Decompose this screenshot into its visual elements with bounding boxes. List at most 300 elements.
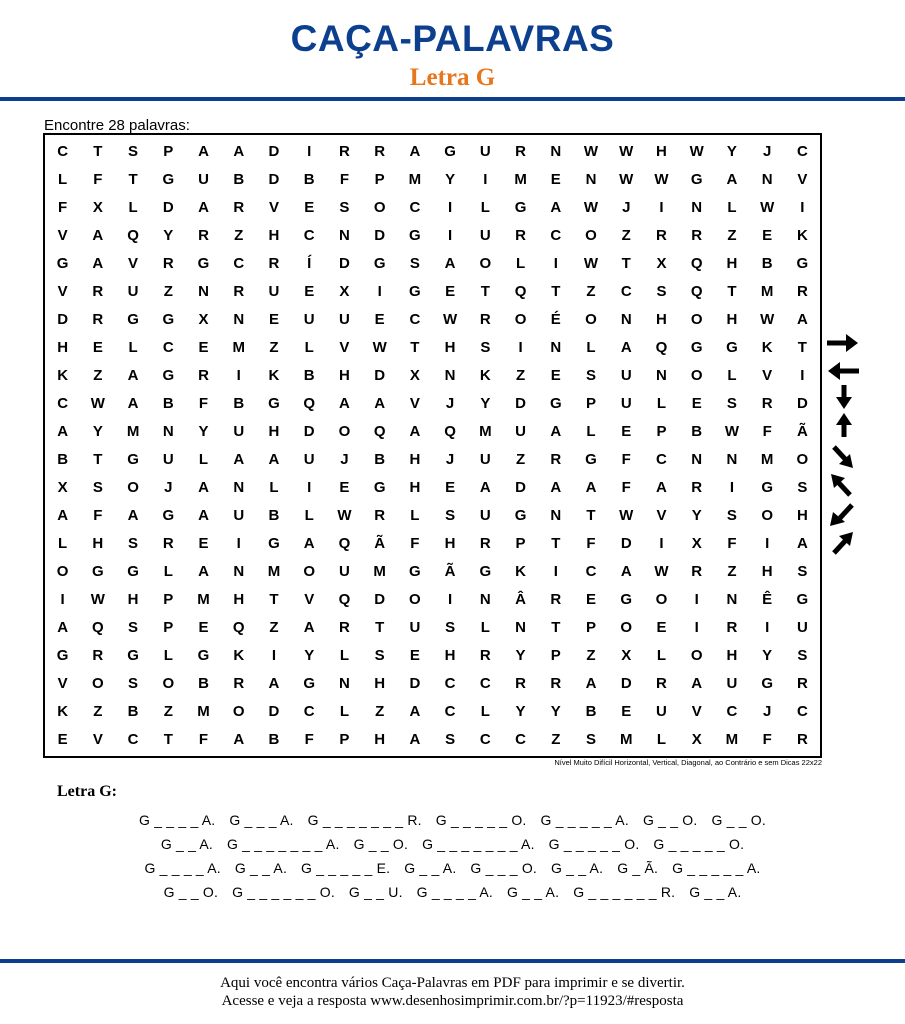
grid-cell: R <box>233 675 245 693</box>
grid-cell: O <box>232 703 245 721</box>
grid-cell: T <box>621 254 631 272</box>
grid-cell: M <box>408 170 422 188</box>
grid-cell: C <box>726 703 738 721</box>
grid-cell: E <box>304 282 315 300</box>
grid-cell: E <box>198 338 209 356</box>
grid-cell: D <box>796 394 808 412</box>
grid-cell: B <box>761 254 773 272</box>
grid-cell: L <box>128 338 138 356</box>
grid-cell: G <box>409 563 421 581</box>
grid-cell: R <box>550 451 562 468</box>
grid-cell: X <box>691 535 702 553</box>
grid-cell: L <box>163 563 173 581</box>
grid-cell: C <box>303 703 315 721</box>
grid-cell: Y <box>304 647 315 665</box>
grid-cell: R <box>796 731 808 749</box>
grid-cell: A <box>233 731 245 749</box>
arrow-right-icon <box>824 330 862 356</box>
grid-cell: V <box>304 591 315 609</box>
grid-cell: L <box>304 338 314 356</box>
grid-cell: G <box>796 591 809 609</box>
footer-line-1: Aqui você encontra vários Caça-Palavras em PDF para imprimir e se divertir. <box>220 975 685 991</box>
grid-cell: C <box>409 310 421 328</box>
grid-cell: L <box>410 507 420 525</box>
clue-item: G _ _ _ _ _ _ O. <box>232 884 335 900</box>
grid-cell: I <box>271 647 277 665</box>
grid-cell: O <box>620 619 633 637</box>
grid-cell: F <box>586 535 596 553</box>
grid-cell: T <box>93 142 103 160</box>
grid-cell: E <box>445 479 456 497</box>
grid-cell: V <box>691 703 702 721</box>
grid-cell: V <box>409 394 420 412</box>
grid-cell: F <box>198 394 209 412</box>
grid-cell: S <box>445 619 456 637</box>
grid-cell: A <box>620 563 632 581</box>
grid-cell: G <box>92 563 104 581</box>
grid-cell: C <box>479 675 491 693</box>
grid-cell: E <box>621 703 632 721</box>
grid-cell: A <box>127 394 139 412</box>
grid-cell: U <box>303 310 315 328</box>
grid-cell: L <box>198 451 209 468</box>
grid-cell: B <box>162 394 174 412</box>
grid-cell: Ê <box>762 591 773 609</box>
grid-cell: X <box>621 647 632 665</box>
grid-cell: Z <box>727 563 737 581</box>
arrow-down-right-icon <box>824 444 862 470</box>
grid-cell: N <box>585 170 597 188</box>
grid-cell: A <box>585 675 597 693</box>
grid-cell: F <box>762 422 772 440</box>
grid-cell: I <box>694 591 699 609</box>
grid-cell: U <box>162 451 174 468</box>
grid-cell: M <box>232 338 245 356</box>
grid-cell: N <box>550 338 562 356</box>
grid-cell: Z <box>551 731 561 749</box>
grid-cell: C <box>585 563 597 581</box>
grid-cell: É <box>550 310 561 328</box>
grid-cell: P <box>339 731 350 749</box>
clue-item: G _ _ A. <box>689 884 742 900</box>
grid-cell: C <box>409 198 421 216</box>
grid-cell: H <box>339 366 350 384</box>
grid-cell: E <box>198 535 209 553</box>
clue-item: G _ _ _ _ _ A. <box>672 860 761 876</box>
grid-cell: A <box>409 731 421 749</box>
grid-cell: A <box>57 422 69 440</box>
grid-cell: I <box>448 591 453 609</box>
grid-cell: T <box>480 282 490 300</box>
grid-cell: I <box>60 591 65 609</box>
grid-cell: R <box>656 226 667 244</box>
grid-cell: S <box>656 282 667 300</box>
grid-cell: Q <box>444 422 456 440</box>
clue-line <box>0 812 905 828</box>
grid-cell: M <box>725 731 739 749</box>
grid-cell: J <box>762 703 772 721</box>
grid-cell: M <box>514 170 527 188</box>
grid-cell: N <box>656 366 667 384</box>
grid-cell: R <box>515 226 526 244</box>
grid-cell: P <box>656 422 667 440</box>
grid-cell: M <box>267 563 281 581</box>
grid-cell: C <box>303 226 315 244</box>
grid-cell: R <box>198 366 209 384</box>
grid-cell: A <box>268 675 280 693</box>
grid-cell: Z <box>234 226 244 244</box>
grid-cell: S <box>480 338 491 356</box>
grid-cell: U <box>620 394 632 412</box>
grid-cell: W <box>654 563 669 581</box>
clue-item: G _ _ _ A. <box>229 812 294 828</box>
clue-item: G _ _ O. <box>642 812 698 828</box>
grid-cell: W <box>619 507 634 525</box>
grid-cell: S <box>586 731 597 749</box>
grid-cell: U <box>726 675 738 693</box>
grid-cell: S <box>445 731 456 749</box>
grid-cell: A <box>479 479 491 497</box>
clue-item: G _ _ _ _ _ _ _ A. <box>422 836 535 852</box>
grid-cell: F <box>93 170 103 188</box>
grid-cell: U <box>233 422 245 440</box>
clue-item: G _ _ O. <box>163 884 219 900</box>
grid-cell: U <box>127 282 139 300</box>
grid-cell: G <box>514 198 527 216</box>
grid-cell: R <box>479 647 491 665</box>
grid-cell: T <box>375 619 385 637</box>
grid-cell: W <box>583 198 599 216</box>
grid-cell: U <box>620 366 632 384</box>
grid-cell: A <box>127 507 139 525</box>
grid-cell: C <box>796 703 808 721</box>
clue-line <box>0 860 905 876</box>
grid-cell: O <box>162 675 175 693</box>
grid-cell: Z <box>163 703 173 721</box>
grid-cell: R <box>726 619 738 637</box>
grid-cell: A <box>233 451 245 468</box>
grid-cell: S <box>128 619 139 637</box>
grid-cell: A <box>444 254 456 272</box>
grid-cell: N <box>479 591 491 609</box>
grid-cell: K <box>515 563 526 581</box>
grid-cell: H <box>726 310 738 328</box>
grid-cell: A <box>620 338 632 356</box>
grid-cell: G <box>761 479 773 497</box>
grid-cell: H <box>374 731 386 749</box>
grid-cell: A <box>374 394 386 412</box>
grid-cell: R <box>339 619 350 637</box>
grid-cell: N <box>761 170 773 188</box>
grid-cell: A <box>198 142 209 160</box>
grid-cell: G <box>127 310 139 328</box>
arrow-left-icon <box>824 358 862 384</box>
grid-cell: O <box>761 507 773 525</box>
grid-cell: R <box>374 142 386 160</box>
grid-cell: H <box>92 535 104 553</box>
grid-cell: M <box>760 451 774 468</box>
grid-cell: J <box>445 451 455 468</box>
grid-cell: H <box>409 479 421 497</box>
grid-cell: Z <box>269 619 279 637</box>
grid-cell: L <box>480 619 490 637</box>
clue-item: G _ _ _ _ _ _ R. <box>573 884 676 900</box>
arrow-up-icon <box>824 412 862 438</box>
grid-cell: C <box>127 731 139 749</box>
grid-cell: A <box>198 563 209 581</box>
grid-cell: T <box>797 338 807 356</box>
grid-cell: U <box>479 226 491 244</box>
grid-cell: D <box>268 703 280 721</box>
grid-cell: U <box>656 703 667 721</box>
grid-cell: R <box>550 591 562 609</box>
grid-cell: E <box>621 422 632 440</box>
grid-cell: B <box>303 366 315 384</box>
grid-cell: U <box>479 507 491 525</box>
grid-cell: W <box>760 198 775 216</box>
grid-cell: H <box>796 507 808 525</box>
grid-cell: V <box>268 198 279 216</box>
grid-cell: G <box>549 394 562 412</box>
grid-cell: G <box>268 535 280 553</box>
grid-cell: G <box>127 451 139 468</box>
grid-cell: V <box>92 731 103 749</box>
grid-cell: Y <box>762 647 773 665</box>
grid-cell: I <box>377 282 382 300</box>
grid-cell: L <box>58 535 68 553</box>
grid-cell: E <box>691 394 702 412</box>
grid-cell: Y <box>480 394 491 412</box>
grid-cell: D <box>620 535 632 553</box>
grid-cell: O <box>514 310 527 328</box>
grid-cell: E <box>198 619 209 637</box>
grid-cell: F <box>621 479 631 497</box>
instructions: Encontre 28 palavras: <box>44 117 190 134</box>
grid-cell: I <box>518 338 523 356</box>
grid-cell: N <box>233 479 245 497</box>
grid-cell: V <box>57 226 68 244</box>
grid-cell: G <box>585 451 597 468</box>
clue-item: G _ _ _ _ _ O. <box>435 812 527 828</box>
grid-cell: Z <box>621 226 631 244</box>
grid-cell: D <box>620 675 632 693</box>
grid-cell: N <box>233 310 245 328</box>
grid-cell: U <box>303 451 315 468</box>
grid-cell: Z <box>93 703 103 721</box>
grid-cell: H <box>444 338 456 356</box>
grid-cell: B <box>268 507 280 525</box>
grid-cell: A <box>198 479 209 497</box>
grid-cell: A <box>268 451 280 468</box>
grid-cell: N <box>339 226 350 244</box>
grid-cell: N <box>444 366 456 384</box>
grid-cell: E <box>550 170 561 188</box>
grid-cell: V <box>762 366 773 384</box>
grid-cell: S <box>128 142 139 160</box>
grid-cell: R <box>233 282 245 300</box>
grid-cell: G <box>479 563 492 581</box>
grid-cell: R <box>691 226 703 244</box>
clue-item: G _ _ _ _ _ A. <box>540 812 629 828</box>
grid-cell: L <box>656 731 667 749</box>
grid-cell: I <box>553 563 558 581</box>
grid-cell: A <box>339 394 350 412</box>
grid-cell: U <box>268 282 280 300</box>
grid-cell: I <box>553 254 558 272</box>
grid-cell: Q <box>690 254 703 272</box>
grid-cell: K <box>268 366 280 384</box>
clue-item: G _ _ _ O. <box>470 860 537 876</box>
grid-cell: L <box>58 170 68 188</box>
grid-cell: G <box>373 254 386 272</box>
grid-cell: H <box>127 591 139 609</box>
grid-cell: E <box>268 310 279 328</box>
level-note: Nível Muito Difícil Horizontal, Vertical, Diagonal, ao Contrário e sem Dicas 22x22 <box>554 758 822 767</box>
grid-cell: F <box>304 731 314 749</box>
page-title: CAÇA-PALAVRAS <box>290 18 615 59</box>
grid-cell: A <box>550 479 562 497</box>
grid-cell: G <box>726 338 738 356</box>
grid-cell: C <box>57 394 69 412</box>
clue-item: G _ _ A. <box>551 860 604 876</box>
grid-cell: L <box>727 366 737 384</box>
grid-cell: V <box>128 254 139 272</box>
grid-cell: T <box>586 507 596 525</box>
grid-cell: C <box>656 451 667 468</box>
clue-item: G _ _ A. <box>234 860 288 876</box>
grid-cell: R <box>268 254 280 272</box>
grid-cell: B <box>233 394 245 412</box>
grid-cell: W <box>689 142 704 160</box>
grid-cell: G <box>127 563 139 581</box>
grid-cell: G <box>690 170 703 188</box>
grid-cell: R <box>550 675 562 693</box>
grid-cell: Z <box>375 703 385 721</box>
grid-cell: B <box>57 451 69 468</box>
grid-cell: G <box>162 310 175 328</box>
grid-cell: K <box>57 366 69 384</box>
clue-item: G _ _ O. <box>711 812 766 828</box>
grid-cell: I <box>765 619 770 637</box>
clue-item: G _ _ _ _ A. <box>144 860 221 876</box>
grid-cell: Y <box>515 703 526 721</box>
arrow-down-left-icon <box>824 502 862 528</box>
grid-cell: G <box>197 647 210 665</box>
grid-cell: M <box>197 591 210 609</box>
grid-cell: I <box>307 479 312 497</box>
grid-cell: U <box>198 170 209 188</box>
grid-cell: P <box>586 619 597 637</box>
grid-cell: L <box>480 198 490 216</box>
grid-cell: W <box>619 170 634 188</box>
grid-cell: W <box>583 142 599 160</box>
grid-cell: C <box>620 282 632 300</box>
grid-cell: J <box>445 394 455 412</box>
grid-cell: H <box>268 422 280 440</box>
grid-cell: S <box>374 647 385 665</box>
grid-cell: R <box>339 142 350 160</box>
grid-cell: I <box>236 366 241 384</box>
grid-cell: I <box>448 198 453 216</box>
grid-cell: C <box>796 142 808 160</box>
grid-cell: G <box>268 394 280 412</box>
grid-cell: O <box>655 591 668 609</box>
grid-cell: P <box>550 647 561 665</box>
grid-cell: Y <box>515 647 526 665</box>
grid-cell: P <box>515 535 526 553</box>
grid-cell: H <box>726 254 738 272</box>
grid-cell: E <box>339 479 350 497</box>
grid-cell: G <box>620 591 633 609</box>
grid-cell: A <box>726 170 738 188</box>
grid-cell: R <box>479 535 491 553</box>
grid-cell: R <box>162 535 174 553</box>
grid-cell: A <box>409 703 421 721</box>
header-divider <box>0 97 905 101</box>
grid-cell: T <box>551 282 561 300</box>
arrow-up-left-icon <box>824 472 862 498</box>
grid-cell: O <box>690 647 703 665</box>
grid-cell: P <box>586 394 597 412</box>
grid-cell: P <box>163 142 174 160</box>
grid-cell: C <box>57 142 69 160</box>
grid-cell: C <box>233 254 245 272</box>
grid-cell: Y <box>550 703 561 721</box>
grid-cell: G <box>56 647 69 665</box>
grid-cell: Q <box>303 394 316 412</box>
grid-cell: L <box>656 394 667 412</box>
grid-cell: G <box>409 226 421 244</box>
grid-cell: H <box>444 535 456 553</box>
grid-cell: U <box>339 310 350 328</box>
grid-cell: O <box>585 226 597 244</box>
grid-cell: T <box>163 731 173 749</box>
clue-item: G _ _ U. <box>348 884 403 900</box>
grid-cell: O <box>373 198 386 216</box>
grid-cell: I <box>483 170 488 188</box>
grid-cell: S <box>586 366 597 384</box>
grid-cell: W <box>724 422 739 440</box>
grid-cell: C <box>444 703 456 721</box>
grid-cell: Í <box>307 254 312 272</box>
grid-cell: I <box>659 198 664 216</box>
grid-cell: K <box>796 226 808 244</box>
grid-cell: I <box>236 535 241 553</box>
grid-cell: D <box>409 675 421 693</box>
grid-cell: Z <box>163 282 173 300</box>
grid-cell: U <box>479 142 491 160</box>
grid-cell: Â <box>515 591 526 609</box>
grid-cell: M <box>126 422 140 440</box>
grid-cell: A <box>198 507 209 525</box>
grid-cell: L <box>515 254 526 272</box>
grid-cell: J <box>762 142 772 160</box>
grid-cell: O <box>56 563 69 581</box>
grid-cell: P <box>374 170 385 188</box>
grid-cell: E <box>656 619 667 637</box>
grid-cell: Y <box>163 226 174 244</box>
clue-line <box>0 884 905 900</box>
grid-cell: N <box>162 422 174 440</box>
grid-cell: R <box>233 198 245 216</box>
grid-cell: G <box>127 647 139 665</box>
grid-cell: X <box>92 198 103 216</box>
grid-cell: G <box>303 675 316 693</box>
grid-cell: Q <box>232 619 245 637</box>
grid-cell: A <box>303 535 315 553</box>
grid-cell: D <box>162 198 174 216</box>
grid-cell: S <box>797 647 808 665</box>
